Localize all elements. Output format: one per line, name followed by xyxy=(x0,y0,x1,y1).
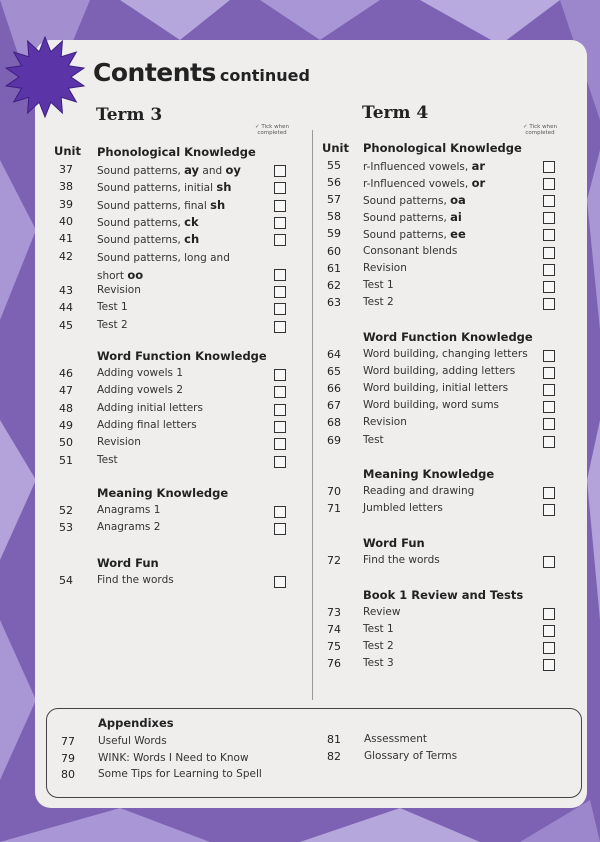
unit-number: 38 xyxy=(59,180,73,194)
section-heading: Phonological Knowledge xyxy=(363,141,522,155)
unit-title: Test 1 xyxy=(363,623,394,636)
section-heading: Word Function Knowledge xyxy=(97,349,267,363)
unit-number: 70 xyxy=(327,485,341,498)
sound-pattern: ch xyxy=(184,232,200,247)
unit-title: Sound patterns, initial sh xyxy=(97,180,232,195)
tick-checkbox[interactable] xyxy=(274,506,286,518)
appendix-title: WINK: Words I Need to Know xyxy=(98,751,249,764)
unit-number: 76 xyxy=(327,657,341,671)
unit-number: 52 xyxy=(59,504,73,517)
unit-title: Sound patterns, ck xyxy=(97,214,199,229)
unit-title: Word building, adding letters xyxy=(363,365,516,378)
unit-number: 41 xyxy=(59,232,73,246)
unit-number: 60 xyxy=(327,244,341,258)
unit-title: Adding vowels 2 xyxy=(97,384,183,397)
sound-pattern: oo xyxy=(127,267,144,282)
section-heading: Meaning Knowledge xyxy=(97,486,229,500)
column-divider xyxy=(312,130,313,700)
section-heading: Book 1 Review and Tests xyxy=(363,588,524,602)
tick-checkbox[interactable] xyxy=(274,303,286,315)
title-main: Contents xyxy=(93,58,216,87)
tick-checkbox[interactable] xyxy=(274,165,286,177)
tick-checkbox[interactable] xyxy=(543,264,555,276)
unit-title: Anagrams 1 xyxy=(97,504,161,516)
unit-number: 80 xyxy=(61,768,75,781)
tick-checkbox[interactable] xyxy=(543,659,555,671)
tick-checkbox[interactable] xyxy=(543,487,555,499)
unit-number: 57 xyxy=(327,193,341,207)
unit-title: Sound patterns, long and short oo xyxy=(97,251,230,282)
section-heading: Word Fun xyxy=(97,556,159,570)
unit-number: 46 xyxy=(59,367,73,380)
unit-title: Sound patterns, ee xyxy=(363,227,466,242)
tick-checkbox[interactable] xyxy=(274,182,286,194)
tick-checkbox[interactable] xyxy=(543,161,555,173)
unit-title: Revision xyxy=(97,284,141,297)
unit-number: 43 xyxy=(59,284,73,298)
unit-title: Find the words xyxy=(97,574,174,586)
unit-number: 59 xyxy=(327,227,341,241)
unit-number: 47 xyxy=(59,384,73,398)
section-heading: Word Function Knowledge xyxy=(363,330,533,344)
unit-number: 56 xyxy=(327,176,341,190)
unit-title: Test xyxy=(363,433,384,446)
page-title xyxy=(93,58,310,87)
unit-title: Adding initial letters xyxy=(97,401,203,414)
section-heading: Meaning Knowledge xyxy=(363,467,495,481)
unit-number: 66 xyxy=(327,382,341,396)
tick-checkbox[interactable] xyxy=(274,321,286,333)
unit-number: 68 xyxy=(327,416,341,430)
tick-checkbox[interactable] xyxy=(274,421,286,433)
tick-checkbox[interactable] xyxy=(274,217,286,229)
unit-title: Find the words xyxy=(363,554,440,566)
unit-number: 58 xyxy=(327,210,341,224)
unit-title: Sound patterns, oa xyxy=(363,193,466,208)
tick-checkbox[interactable] xyxy=(543,608,555,620)
unit-number: 64 xyxy=(327,348,341,361)
unit-title: Sound patterns, final sh xyxy=(97,197,226,212)
unit-number: 44 xyxy=(59,301,73,315)
tick-checkbox[interactable] xyxy=(274,200,286,212)
unit-number: 37 xyxy=(59,163,73,176)
unit-header-term3: Unit xyxy=(54,144,81,158)
tick-checkbox[interactable] xyxy=(274,456,286,468)
tick-checkbox[interactable] xyxy=(543,625,555,637)
tick-checkbox[interactable] xyxy=(274,386,286,398)
tick-checkbox[interactable] xyxy=(543,556,555,568)
unit-number: 82 xyxy=(327,749,341,763)
tick-checkbox[interactable] xyxy=(543,418,555,430)
sound-pattern: ee xyxy=(450,227,466,242)
sound-pattern: ai xyxy=(450,210,462,225)
appendix-title: Assessment xyxy=(364,733,427,745)
term3-title: Term 3 xyxy=(96,105,163,125)
tick-checkbox[interactable] xyxy=(543,367,555,379)
unit-title: Test 3 xyxy=(363,657,394,670)
unit-number: 48 xyxy=(59,401,73,415)
starburst-icon xyxy=(4,36,86,118)
tick-checkbox[interactable] xyxy=(543,436,555,448)
unit-title: Test 2 xyxy=(97,318,128,331)
unit-title: Adding vowels 1 xyxy=(97,367,183,379)
sound-pattern: ay xyxy=(184,163,200,177)
unit-number: 81 xyxy=(327,733,341,746)
tick-checkbox[interactable] xyxy=(543,281,555,293)
unit-title: Word building, word sums xyxy=(363,399,500,412)
unit-title: Anagrams 2 xyxy=(97,521,161,534)
unit-title: Word building, changing letters xyxy=(363,348,528,360)
unit-title: Test 2 xyxy=(363,295,394,308)
tick-checkbox[interactable] xyxy=(543,642,555,654)
unit-title-line2: short xyxy=(97,269,128,282)
tick-checkbox[interactable] xyxy=(543,298,555,310)
unit-title: Test 1 xyxy=(363,278,394,291)
unit-title: Consonant blends xyxy=(363,244,458,257)
unit-title: Revision xyxy=(97,436,141,449)
unit-number: 73 xyxy=(327,606,341,619)
tick-checkbox[interactable] xyxy=(543,195,555,207)
tick-checkbox[interactable] xyxy=(543,504,555,516)
unit-number: 74 xyxy=(327,623,341,637)
unit-title: Review xyxy=(363,606,401,618)
unit-title: Revision xyxy=(363,416,407,429)
unit-title: r-Influenced vowels, or xyxy=(363,176,486,191)
unit-number: 50 xyxy=(59,436,73,450)
sound-pattern: oa xyxy=(450,193,466,208)
unit-number: 51 xyxy=(59,453,73,467)
unit-title: Test 1 xyxy=(97,301,128,314)
tick-checkbox[interactable] xyxy=(274,523,286,535)
sound-pattern: ck xyxy=(184,214,199,229)
tick-note-term4: ✓ Tick when completed xyxy=(523,124,557,136)
unit-title: Jumbled letters xyxy=(363,502,443,515)
unit-number: 71 xyxy=(327,502,341,516)
tick-checkbox[interactable] xyxy=(274,286,286,298)
tick-checkbox[interactable] xyxy=(543,247,555,259)
section-heading: Word Fun xyxy=(363,536,425,550)
appendix-title: Some Tips for Learning to Spell xyxy=(98,768,262,780)
sound-pattern: or xyxy=(471,176,486,191)
tick-checkbox[interactable] xyxy=(274,369,286,381)
tick-checkbox[interactable] xyxy=(274,234,286,246)
unit-number: 49 xyxy=(59,418,73,432)
appendix-title: Useful Words xyxy=(98,735,167,747)
unit-number: 39 xyxy=(59,197,73,211)
unit-title: Sound patterns, ch xyxy=(97,232,200,247)
unit-number: 53 xyxy=(59,521,73,535)
unit-number: 40 xyxy=(59,214,73,228)
tick-checkbox[interactable] xyxy=(543,384,555,396)
unit-number: 77 xyxy=(61,735,75,748)
tick-checkbox[interactable] xyxy=(274,576,286,588)
unit-title: Sound patterns, ay and oy xyxy=(97,163,241,177)
unit-title: Reading and drawing xyxy=(363,485,475,497)
unit-number: 65 xyxy=(327,365,341,379)
tick-checkbox[interactable] xyxy=(274,269,286,281)
unit-number: 54 xyxy=(59,574,73,587)
tick-checkbox[interactable] xyxy=(543,229,555,241)
unit-header-term4: Unit xyxy=(322,141,349,155)
tick-checkbox[interactable] xyxy=(274,404,286,416)
unit-title: Word building, initial letters xyxy=(363,382,509,395)
tick-checkbox[interactable] xyxy=(543,350,555,362)
tick-checkbox[interactable] xyxy=(543,401,555,413)
unit-title: Revision xyxy=(363,261,407,274)
term4-title: Term 4 xyxy=(362,103,429,123)
tick-note-term3: ✓ Tick when completed xyxy=(255,124,289,136)
unit-number: 79 xyxy=(61,751,75,765)
unit-title: Test 2 xyxy=(363,640,394,653)
unit-title: Test xyxy=(97,453,118,466)
unit-number: 61 xyxy=(327,261,341,275)
sound-pattern: ar xyxy=(471,159,485,173)
unit-title: Adding final letters xyxy=(97,418,197,431)
tick-checkbox[interactable] xyxy=(543,178,555,190)
title-sub: continued xyxy=(219,66,310,85)
unit-number: 45 xyxy=(59,318,73,332)
sound-pattern: oy xyxy=(225,163,241,177)
unit-number: 63 xyxy=(327,295,341,309)
unit-number: 75 xyxy=(327,640,341,654)
tick-checkbox[interactable] xyxy=(543,212,555,224)
unit-number: 67 xyxy=(327,399,341,413)
unit-number: 62 xyxy=(327,278,341,292)
unit-title: r-Influenced vowels, ar xyxy=(363,159,485,173)
section-heading: Phonological Knowledge xyxy=(97,145,256,159)
unit-number: 42 xyxy=(59,249,73,263)
unit-number: 55 xyxy=(327,159,341,172)
appendix-title: Glossary of Terms xyxy=(364,749,458,762)
unit-title: Sound patterns, ai xyxy=(363,210,462,225)
unit-number: 69 xyxy=(327,433,341,447)
sound-pattern: sh xyxy=(210,197,226,212)
sound-pattern: sh xyxy=(216,180,232,195)
tick-checkbox[interactable] xyxy=(274,438,286,450)
unit-number: 72 xyxy=(327,554,341,567)
appendixes-heading: Appendixes xyxy=(98,716,174,730)
